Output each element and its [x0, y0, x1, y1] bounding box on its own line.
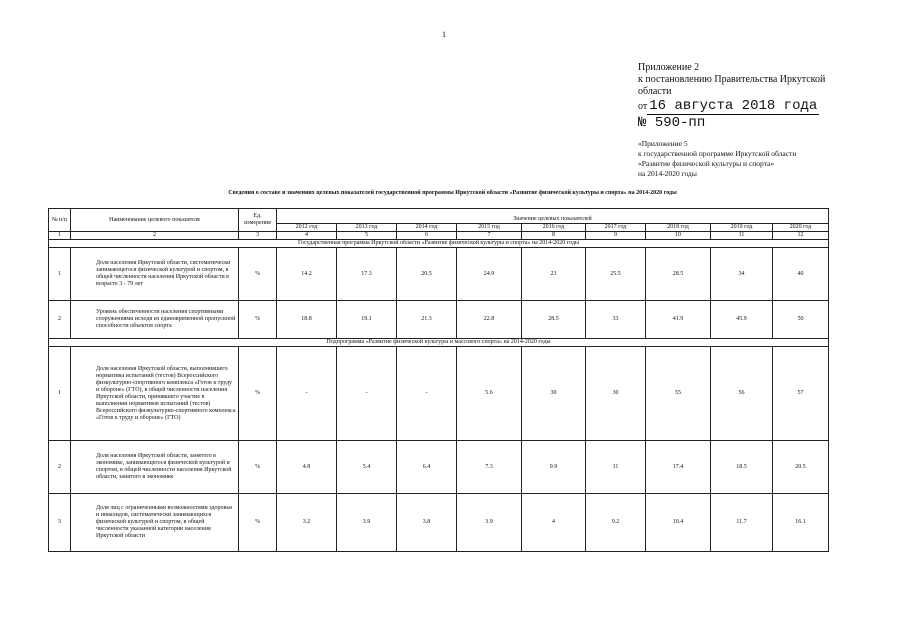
row-value: 9.9: [522, 441, 586, 494]
indicators-table: [48, 208, 829, 552]
document-title: Сведения о составе и значениях целевых показателей государственной программы Иркутской области «Развитие физической культуры и спорта» на 2014-2020 годы: [228, 190, 677, 196]
header-year: 2015 год: [457, 224, 522, 232]
row-value: 23: [522, 248, 586, 301]
section-row-subprogram: [49, 339, 829, 347]
header-year: 2017 год: [586, 224, 646, 232]
row-num: 2: [49, 301, 71, 339]
row-value: 19.1: [337, 301, 397, 339]
column-number: 6: [397, 232, 457, 240]
header-unit: Ед. измерения: [239, 209, 277, 232]
header-year: 2014 год: [397, 224, 457, 232]
column-number: 9: [586, 232, 646, 240]
header-year: 2019 год: [711, 224, 773, 232]
row-value: -: [397, 347, 457, 441]
row-unit: %: [239, 441, 277, 494]
prev-appendix-program: к государственной программе Иркутской области: [638, 149, 797, 158]
header-name: Наименование целевого показателя: [71, 209, 239, 232]
row-value: 45.9: [711, 301, 773, 339]
page-number: 1: [442, 30, 446, 39]
row-value: -: [277, 347, 337, 441]
row-value: 30: [522, 347, 586, 441]
row-indicator-name: Доля населения Иркутской области, выполнившего нормативы испытаний (тестов) Всероссийского физкультурно-спортивного комплекса «Готов к труду и обороне» (ГТО), в общей численности населения Иркутской области, принявшего участие в выполнении нормативов испытаний (тестов) Всероссийского физкультурно-спортивного комплекса «Готов к труду и обороне» (ГТО): [71, 347, 239, 441]
row-value: 3.9: [337, 494, 397, 552]
row-value: 5.4: [337, 441, 397, 494]
row-value: 33: [586, 301, 646, 339]
table-row: [49, 347, 829, 441]
appendix-resolution: к постановлению Правительства Иркутской: [638, 74, 826, 85]
appendix-header: [638, 62, 838, 179]
row-unit: %: [239, 347, 277, 441]
column-number: 11: [711, 232, 773, 240]
row-value: 40: [773, 248, 829, 301]
row-value: 4: [522, 494, 586, 552]
table-row: [49, 441, 829, 494]
appendix-date-line: [638, 98, 838, 115]
column-number: 8: [522, 232, 586, 240]
section-title-program: Государственная программа Иркутской области «Развитие физической культуры и спорта» на 2014-2020 годы: [49, 240, 829, 248]
row-value: 16.1: [773, 494, 829, 552]
row-value: 7.3: [457, 441, 522, 494]
row-value: 6.4: [397, 441, 457, 494]
row-value: 56: [711, 347, 773, 441]
row-value: 18.8: [277, 301, 337, 339]
row-value: 14.2: [277, 248, 337, 301]
row-value: 24.9: [457, 248, 522, 301]
table-row: [49, 248, 829, 301]
row-value: 28.5: [522, 301, 586, 339]
appendix-number-line: [638, 115, 838, 131]
prev-appendix-period: на 2014-2020 годы: [638, 169, 697, 178]
row-value: 10.4: [646, 494, 711, 552]
row-value: 22.8: [457, 301, 522, 339]
row-unit: %: [239, 494, 277, 552]
appendix-date: 16 августа 2018 года: [649, 98, 818, 114]
column-number: 12: [773, 232, 829, 240]
row-unit: %: [239, 248, 277, 301]
row-value: 20.5: [773, 441, 829, 494]
row-value: 34: [711, 248, 773, 301]
header-year: 2018 год: [646, 224, 711, 232]
row-value: 5.6: [457, 347, 522, 441]
row-value: 3.9: [457, 494, 522, 552]
row-value: 18.5: [711, 441, 773, 494]
row-value: 57: [773, 347, 829, 441]
row-value: 3.8: [397, 494, 457, 552]
row-value: 28.5: [646, 248, 711, 301]
column-number: 1: [49, 232, 71, 240]
column-number: 10: [646, 232, 711, 240]
prev-appendix-name: «Развитие физической культуры и спорта»: [638, 159, 775, 168]
header-year: 2012 год: [277, 224, 337, 232]
column-number: 5: [337, 232, 397, 240]
column-number: 3: [239, 232, 277, 240]
row-num: 1: [49, 347, 71, 441]
row-value: 41.9: [646, 301, 711, 339]
header-year: 2016 год: [522, 224, 586, 232]
table-row: [49, 494, 829, 552]
row-value: 11: [586, 441, 646, 494]
row-value: 4.8: [277, 441, 337, 494]
appendix-title: Приложение 2: [638, 62, 700, 73]
table-row: [49, 301, 829, 339]
header-values-group: Значение целевых показателей: [277, 209, 829, 224]
column-number: 4: [277, 232, 337, 240]
section-title-subprogram: Подпрограмма «Развитие физической культуры и массового спорта» на 2014-2020 годы: [49, 339, 829, 347]
row-value: 9.2: [586, 494, 646, 552]
row-num: 2: [49, 441, 71, 494]
section-row-program: [49, 240, 829, 248]
header-num: № п/п: [49, 209, 71, 232]
row-indicator-name: Доля населения Иркутской области, систематически занимающегося физической культурой и спортом, в общей численности населения Иркутской области в возрасте 3 - 79 лет: [71, 248, 239, 301]
row-value: 25.5: [586, 248, 646, 301]
row-value: 20.5: [397, 248, 457, 301]
row-value: 50: [773, 301, 829, 339]
number-prefix: №: [638, 115, 647, 131]
row-value: 17.3: [337, 248, 397, 301]
row-indicator-name: Доля населения Иркутской области, занятого в экономике, занимающегося физической культурой и спортом, в общей численности населения Иркутской области, занятого в экономике: [71, 441, 239, 494]
row-value: 21.3: [397, 301, 457, 339]
table-header-row: [49, 209, 829, 224]
row-value: -: [337, 347, 397, 441]
header-year: 2013 год: [337, 224, 397, 232]
column-number: 7: [457, 232, 522, 240]
row-indicator-name: Уровень обеспеченности населения спортивными сооружениями исходя из единовременной пропускной способности объектов спорта: [71, 301, 239, 339]
appendix-number: 590-пп: [654, 115, 706, 131]
column-numbers-row: [49, 232, 829, 240]
row-value: 3.2: [277, 494, 337, 552]
row-value: 30: [586, 347, 646, 441]
row-value: 55: [646, 347, 711, 441]
row-value: 17.4: [646, 441, 711, 494]
date-prefix: от: [638, 101, 648, 112]
row-num: 1: [49, 248, 71, 301]
row-num: 3: [49, 494, 71, 552]
appendix-region: области: [638, 86, 672, 97]
prev-appendix-title: «Приложение 5: [638, 139, 688, 148]
row-value: 11.7: [711, 494, 773, 552]
header-year: 2020 год: [773, 224, 829, 232]
column-number: 2: [71, 232, 239, 240]
row-unit: %: [239, 301, 277, 339]
row-indicator-name: Доля лиц с ограниченными возможностями здоровья и инвалидов, систематически занимающихся физической культурой и спортом, в общей численности указанной категории населения Иркутской области: [71, 494, 239, 552]
